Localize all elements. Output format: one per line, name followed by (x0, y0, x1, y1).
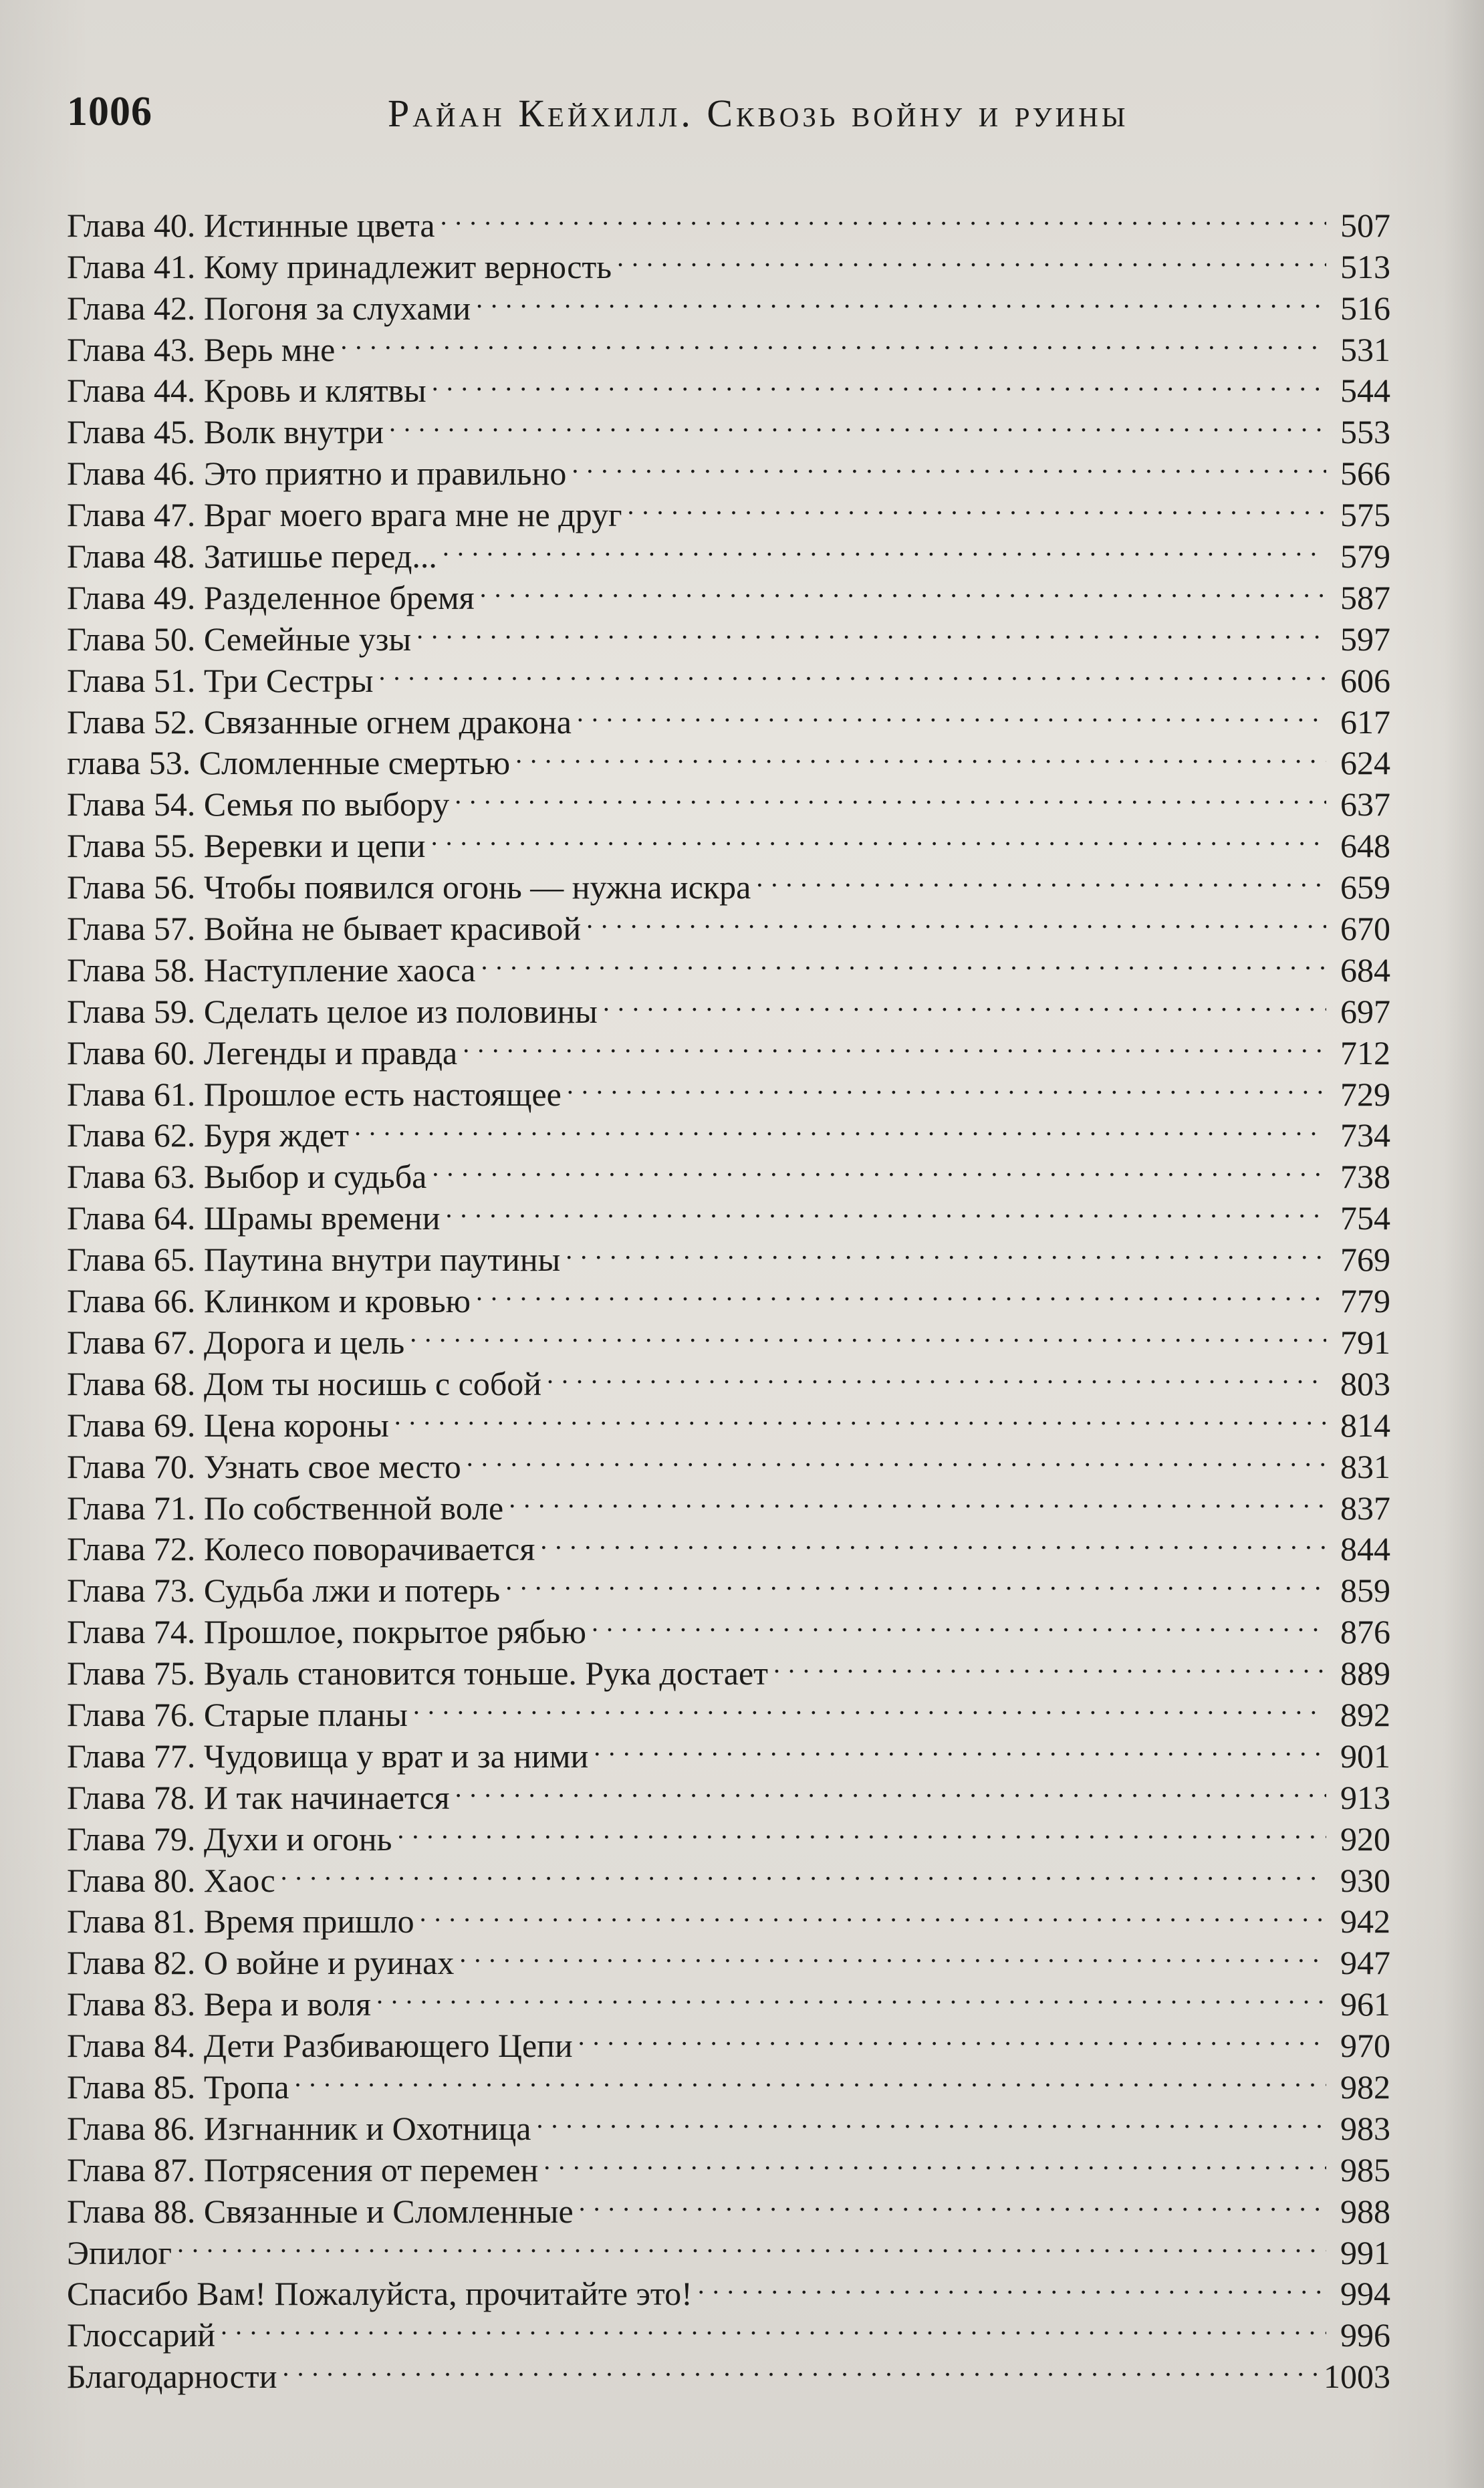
toc-entry-title: Глава 74. Прошлое, покрытое рябью (67, 1613, 587, 1651)
dot-leader (481, 940, 1327, 981)
toc-entry-title: Глава 64. Шрамы времени (67, 1199, 441, 1237)
toc-entry-title: Глава 54. Семья по выбору (67, 785, 450, 824)
dot-leader (441, 195, 1326, 237)
dot-leader (578, 2015, 1326, 2057)
dot-leader (547, 1354, 1326, 1395)
toc-entry-title: Глава 52. Связанные огнем дракона (67, 703, 572, 741)
toc-entry (67, 443, 1390, 493)
toc-entry-page-number: 566 (1340, 455, 1390, 493)
toc-entry-title: Глава 44. Кровь и клятвы (67, 372, 426, 410)
toc-entry-title: Глава 83. Вера и воля (67, 1985, 371, 2023)
toc-entry (67, 2346, 1390, 2396)
toc-entry-page-number: 587 (1340, 578, 1390, 616)
toc-entry (67, 1809, 1390, 1858)
toc-entry-page-number: 531 (1340, 330, 1390, 368)
dot-leader (592, 1602, 1326, 1643)
toc-entry-page-number: 844 (1340, 1530, 1390, 1568)
toc-entry (67, 692, 1390, 741)
toc-entry-page-number: 913 (1340, 1778, 1390, 1816)
dot-leader (505, 1560, 1326, 1602)
toc-entry (67, 733, 1390, 782)
toc-entry-title: Глава 76. Старые планы (67, 1695, 408, 1733)
dot-leader (455, 1767, 1326, 1809)
running-title: Райан Кейхилл. Сквозь войну и руины (388, 92, 1129, 135)
dot-leader (586, 898, 1326, 940)
toc-entry-page-number: 803 (1340, 1364, 1390, 1402)
toc-entry-title: Глава 61. Прошлое есть настоящее (67, 1075, 562, 1113)
toc-entry-title: Глава 43. Верь мне (67, 330, 336, 368)
dot-leader (476, 1271, 1326, 1312)
toc-entry-title: Глава 58. Наступление хаоса (67, 951, 476, 989)
toc-entry-page-number: 988 (1340, 2192, 1390, 2230)
dot-leader (416, 609, 1326, 650)
dot-leader (567, 1064, 1326, 1106)
toc-entry-title: Глава 41. Кому принадлежит верность (67, 247, 612, 285)
toc-entry-page-number: 920 (1340, 1820, 1390, 1858)
toc-entry-page-number: 982 (1340, 2068, 1390, 2106)
toc-entry (67, 2140, 1390, 2189)
toc-entry-page-number: 575 (1340, 496, 1390, 534)
toc-entry (67, 898, 1390, 948)
dot-leader (467, 1437, 1326, 1478)
dot-leader (579, 2181, 1326, 2223)
toc-entry-title: Глава 40. Истинные цвета (67, 206, 435, 244)
toc-entry-title: Глава 71. По собственной воле (67, 1489, 504, 1527)
toc-entry-page-number: 648 (1340, 827, 1390, 865)
toc-entry-title: Глава 51. Три Сестры (67, 661, 374, 699)
dot-leader (410, 1312, 1326, 1354)
toc-entry-title: Глоссарий (67, 2316, 216, 2354)
toc-entry (67, 1519, 1390, 1568)
toc-entry (67, 1892, 1390, 1941)
toc-entry-title: Глава 55. Веревки и цепи (67, 827, 426, 865)
dot-leader (376, 1974, 1326, 2015)
toc-entry-page-number: 1003 (1324, 2358, 1390, 2396)
toc-entry-title: Глава 56. Чтобы появился огонь — нужна искра (67, 868, 751, 906)
dot-leader (515, 733, 1326, 775)
toc-entry (67, 774, 1390, 824)
toc-entry (67, 2015, 1390, 2065)
toc-entry-page-number: 637 (1340, 785, 1390, 824)
dot-leader (295, 2057, 1326, 2098)
toc-entry (67, 1643, 1390, 1693)
dot-leader (445, 1188, 1326, 1229)
toc-entry-title: Глава 47. Враг моего врага мне не друг (67, 496, 622, 534)
page-header (67, 80, 1404, 147)
toc-entry (67, 940, 1390, 989)
toc-entry-title: Глава 65. Паутина внутри паутины (67, 1241, 561, 1279)
toc-entry-page-number: 579 (1340, 537, 1390, 576)
toc-entry (67, 1064, 1390, 1113)
toc-entry-title: Глава 68. Дом ты носишь с собой (67, 1364, 542, 1402)
toc-entry (67, 195, 1390, 244)
toc-entry (67, 1023, 1390, 1072)
toc-entry-page-number: 983 (1340, 2109, 1390, 2147)
toc-entry-title: Глава 70. Узнать свое место (67, 1447, 461, 1485)
dot-leader (281, 1850, 1326, 1892)
toc-entry-title: Глава 50. Семейные узы (67, 620, 412, 658)
table-of-contents (67, 195, 1390, 2396)
toc-entry-page-number: 670 (1340, 910, 1390, 948)
toc-entry (67, 278, 1390, 327)
dot-leader (432, 1146, 1326, 1188)
dot-leader (509, 1478, 1326, 1519)
dot-leader (572, 443, 1326, 485)
dot-leader (459, 1933, 1326, 1974)
dot-leader (617, 237, 1326, 278)
toc-entry (67, 568, 1390, 616)
toc-entry-page-number: 837 (1340, 1489, 1390, 1527)
toc-entry-page-number: 996 (1340, 2316, 1390, 2354)
toc-entry-page-number: 994 (1340, 2275, 1390, 2313)
toc-entry (67, 1106, 1390, 1154)
toc-entry-page-number: 831 (1340, 1447, 1390, 1485)
dot-leader (420, 1892, 1326, 1933)
toc-entry (67, 1354, 1390, 1402)
toc-entry-title: Глава 49. Разделенное бремя (67, 578, 475, 616)
toc-entry-page-number: 729 (1340, 1075, 1390, 1113)
toc-entry-title: Эпилог (67, 2233, 172, 2271)
toc-entry-title: Глава 62. Буря ждет (67, 1116, 349, 1154)
dot-leader (773, 1643, 1326, 1685)
toc-entry-title: Глава 45. Волк внутри (67, 413, 384, 451)
toc-entry (67, 1933, 1390, 1982)
toc-entry (67, 1974, 1390, 2023)
toc-entry-page-number: 814 (1340, 1406, 1390, 1444)
toc-entry-page-number: 930 (1340, 1861, 1390, 1899)
toc-entry-title: Глава 86. Изгнанник и Охотница (67, 2109, 531, 2147)
dot-leader (566, 1229, 1326, 1271)
toc-entry (67, 2264, 1390, 2313)
toc-entry-page-number: 859 (1340, 1572, 1390, 1610)
dot-leader (431, 816, 1326, 857)
toc-entry-page-number: 712 (1340, 1033, 1390, 1072)
toc-entry-page-number: 769 (1340, 1241, 1390, 1279)
toc-entry-page-number: 617 (1340, 703, 1390, 741)
dot-leader (354, 1106, 1326, 1147)
dot-leader (455, 774, 1326, 816)
toc-entry-title: Глава 79. Духи и огонь (67, 1820, 392, 1858)
toc-entry (67, 2057, 1390, 2106)
toc-entry-title: Глава 69. Цена короны (67, 1406, 389, 1444)
toc-entry (67, 1312, 1390, 1361)
dot-leader (480, 568, 1326, 609)
toc-entry-page-number: 516 (1340, 289, 1390, 327)
toc-entry-page-number: 606 (1340, 661, 1390, 699)
toc-entry-title: Глава 84. Дети Разбивающего Цепи (67, 2027, 573, 2065)
toc-entry (67, 2098, 1390, 2147)
toc-entry-title: Глава 63. Выбор и судьба (67, 1158, 427, 1196)
toc-entry (67, 1271, 1390, 1320)
dot-leader (463, 1023, 1326, 1064)
toc-entry-title: Глава 46. Это приятно и правильно (67, 455, 567, 493)
toc-entry-title: глава 53. Сломленные смертью (67, 744, 511, 782)
toc-entry-title: Глава 42. Погоня за слухами (67, 289, 471, 327)
dot-leader (698, 2264, 1326, 2306)
toc-entry-title: Глава 88. Связанные и Сломленные (67, 2192, 574, 2230)
toc-entry-title: Спасибо Вам! Пожалуйста, прочитайте это! (67, 2275, 693, 2313)
toc-entry-title: Глава 78. И так начинается (67, 1778, 450, 1816)
dot-leader (282, 2346, 1320, 2388)
dot-leader (340, 320, 1326, 361)
toc-entry (67, 526, 1390, 576)
toc-entry (67, 402, 1390, 451)
toc-entry-page-number: 738 (1340, 1158, 1390, 1196)
dot-leader (397, 1809, 1326, 1850)
dot-leader (594, 1726, 1326, 1767)
toc-entry (67, 1767, 1390, 1816)
toc-entry-page-number: 970 (1340, 2027, 1390, 2065)
dot-leader (543, 2140, 1326, 2181)
toc-entry-title: Глава 85. Тропа (67, 2068, 289, 2106)
toc-entry-page-number: 991 (1340, 2233, 1390, 2271)
toc-entry-title: Глава 80. Хаос (67, 1861, 275, 1899)
toc-entry (67, 2223, 1390, 2271)
toc-entry-page-number: 624 (1340, 744, 1390, 782)
toc-entry-page-number: 942 (1340, 1902, 1390, 1941)
toc-entry-title: Глава 75. Вуаль становится тоньше. Рука достает (67, 1654, 769, 1693)
dot-leader (432, 361, 1326, 402)
toc-entry (67, 1146, 1390, 1196)
toc-entry-page-number: 734 (1340, 1116, 1390, 1154)
dot-leader (443, 526, 1326, 568)
toc-entry (67, 2181, 1390, 2230)
page-number: 1006 (67, 89, 152, 134)
toc-entry (67, 1726, 1390, 1775)
page-edge-shadow (1444, 0, 1484, 2488)
toc-entry (67, 1602, 1390, 1651)
toc-entry-title: Глава 67. Дорога и цель (67, 1323, 405, 1361)
toc-entry-page-number: 697 (1340, 992, 1390, 1030)
toc-entry-page-number: 659 (1340, 868, 1390, 906)
dot-leader (389, 402, 1326, 443)
toc-entry-page-number: 544 (1340, 372, 1390, 410)
toc-entry-page-number: 507 (1340, 206, 1390, 244)
toc-entry-title: Глава 87. Потрясения от перемен (67, 2150, 539, 2189)
toc-entry-page-number: 684 (1340, 951, 1390, 989)
toc-entry-title: Глава 57. Война не бывает красивой (67, 910, 582, 948)
toc-entry-page-number: 892 (1340, 1695, 1390, 1733)
toc-entry-page-number: 889 (1340, 1654, 1390, 1693)
toc-entry (67, 1478, 1390, 1527)
dot-leader (756, 857, 1326, 898)
toc-entry (67, 816, 1390, 865)
toc-entry-page-number: 961 (1340, 1985, 1390, 2023)
dot-leader (536, 2098, 1326, 2140)
dot-leader (394, 1395, 1326, 1437)
toc-entry-page-number: 553 (1340, 413, 1390, 451)
toc-entry (67, 1395, 1390, 1444)
dot-leader (540, 1519, 1326, 1561)
toc-entry-page-number: 597 (1340, 620, 1390, 658)
toc-entry (67, 485, 1390, 534)
toc-entry (67, 1850, 1390, 1899)
toc-entry-title: Глава 77. Чудовища у врат и за ними (67, 1737, 589, 1775)
toc-entry-title: Благодарности (67, 2358, 277, 2396)
dot-leader (413, 1685, 1326, 1726)
toc-entry-page-number: 779 (1340, 1282, 1390, 1320)
dot-leader (221, 2305, 1326, 2346)
toc-entry (67, 609, 1390, 658)
toc-entry (67, 320, 1390, 368)
toc-entry-title: Глава 59. Сделать целое из половины (67, 992, 598, 1030)
toc-entry-title: Глава 81. Время пришло (67, 1902, 414, 1941)
toc-entry-page-number: 947 (1340, 1944, 1390, 1982)
toc-entry-page-number: 754 (1340, 1199, 1390, 1237)
toc-entry (67, 2305, 1390, 2354)
toc-entry (67, 1229, 1390, 1279)
toc-entry (67, 1437, 1390, 1485)
toc-entry-page-number: 985 (1340, 2150, 1390, 2189)
toc-entry (67, 1685, 1390, 1733)
dot-leader (577, 692, 1326, 733)
dot-leader (177, 2223, 1326, 2264)
dot-leader (378, 650, 1326, 692)
toc-entry-title: Глава 72. Колесо поворачивается (67, 1530, 535, 1568)
toc-entry (67, 1560, 1390, 1610)
toc-entry-title: Глава 73. Судьба лжи и потерь (67, 1572, 501, 1610)
toc-entry (67, 1188, 1390, 1237)
toc-entry-title: Глава 60. Легенды и правда (67, 1033, 458, 1072)
toc-entry (67, 857, 1390, 906)
toc-entry-page-number: 876 (1340, 1613, 1390, 1651)
dot-leader (603, 981, 1326, 1023)
toc-entry (67, 237, 1390, 285)
toc-entry-page-number: 513 (1340, 247, 1390, 285)
toc-entry-page-number: 791 (1340, 1323, 1390, 1361)
dot-leader (476, 278, 1326, 320)
toc-entry (67, 650, 1390, 699)
toc-entry-title: Глава 66. Клинком и кровью (67, 1282, 471, 1320)
toc-entry (67, 361, 1390, 410)
dot-leader (628, 485, 1326, 526)
toc-entry-title: Глава 48. Затишье перед... (67, 537, 437, 576)
toc-entry-title: Глава 82. О войне и руинах (67, 1944, 455, 1982)
toc-entry (67, 981, 1390, 1030)
toc-entry-page-number: 901 (1340, 1737, 1390, 1775)
